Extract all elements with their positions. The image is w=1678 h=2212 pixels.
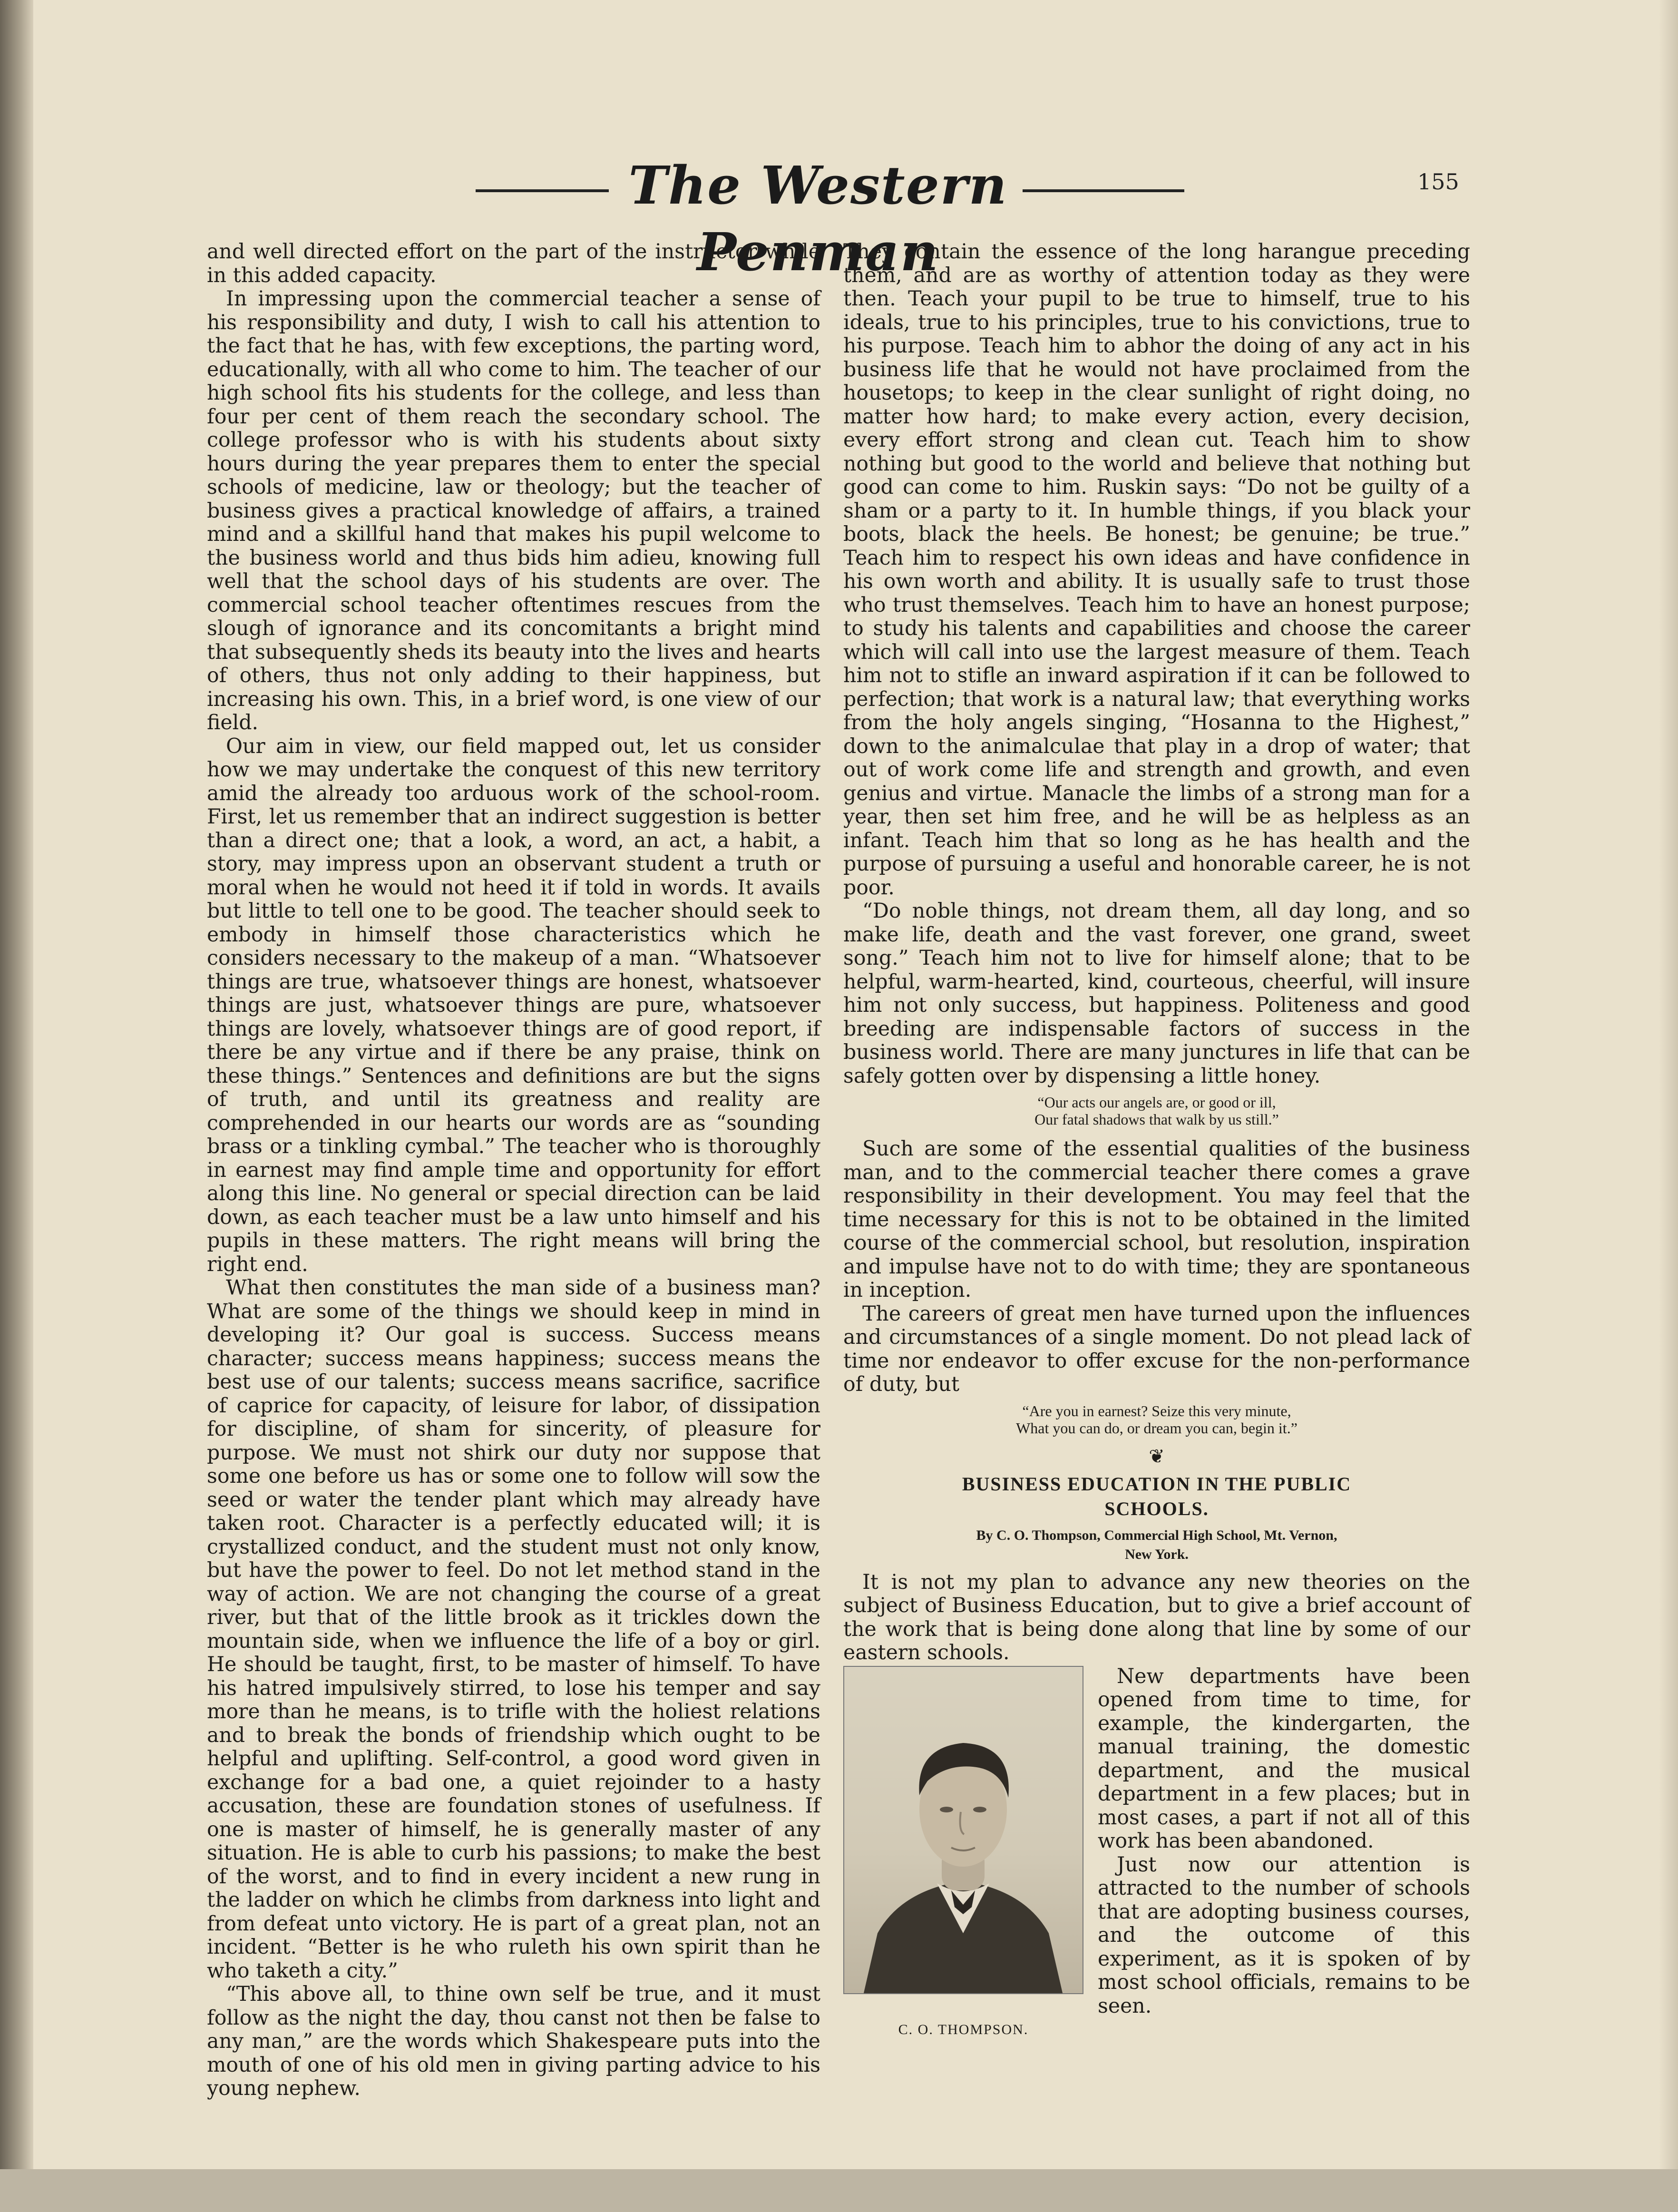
paragraph: In impressing upon the commercial teacher a sense of his responsibility and duty, I wish to call his attention to the fact that he has, with few exceptions, the parting word, educationally, with all who come to him. The teacher of our high school fits his students for the college, and less than four per cent of them reach the secondary school. The college professor who is with his students about sixty hours during the year prepares them to enter the special schools of medicine, law or theology; but the teacher of business gives a practical knowledge of affairs, a trained mind and a skillful hand that makes his pupil welcome to the business world and thus bids him adieu, knowing full well that the school days of his students are over. The commercial school teacher oftentimes rescues from the slough of ignorance and its concomitants a bright mind that subsequently sheds its beauty into the lives and hearts of others, thus not only adding to their happiness, but increasing his own. This, in a brief word, is one view of our field. (207, 287, 820, 734)
page-bottom-edge (0, 2169, 1678, 2212)
header-rule-left (476, 189, 609, 192)
portrait-photo (843, 1666, 1083, 1994)
article-title (843, 1472, 1470, 1521)
verse-line: “Are you in earnest? Seize this very minute, (1022, 1402, 1291, 1419)
page-number: 155 (1417, 169, 1459, 195)
right-column (843, 240, 1470, 2041)
paragraph: The careers of great men have turned upon the influences and circumstances of a single moment. Do not plead lack of time nor endeavor to offer excuse for the non-performance of duty, but (843, 1302, 1470, 1396)
paragraph: Just now our attention is attracted to the number of schools that are adopting business courses, and the outcome of this experiment, as it is spoken of by most school officials, remains to be seen. (1098, 1852, 1470, 2018)
byline-line: By C. O. Thompson, Commercial High School, Mt. Vernon, (976, 1527, 1337, 1543)
article-title-line: BUSINESS EDUCATION IN THE PUBLIC (962, 1473, 1352, 1495)
verse-line: Our fatal shadows that walk by us still.” (1034, 1111, 1279, 1128)
paragraph: “This above all, to thine own self be true, and it must follow as the night the day, thou canst not then be false to any man,” are the words which Shakespeare puts into the mouth of one of his old men in giving parting advice to his young nephew. (207, 1982, 820, 2100)
paragraph: “Do noble things, not dream them, all day long, and so make life, death and the vast forever, one grand, sweet song.” Teach him not to live for himself alone; that to be helpful, warm-hearted, kind, courteous, cheerful, will insure him not only success, but happiness. Politeness and good breeding are indispensable factors of success in the business world. There are many junctures in life that can be safely gotten over by dispensing a little honey. (843, 899, 1470, 1088)
paragraph: Our aim in view, our field mapped out, let us consider how we may undertake the conquest of this new territory amid the already too arduous work of the school-room. First, let us remember that an indirect suggestion is better than a direct one; that a look, a word, an act, a habit, a story, may impress upon an observant student a truth or moral when he would not heed it if told in words. It avails but little to tell one to be good. The teacher should seek to embody in himself those characteristics which he considers necessary to the makeup of a man. “Whatsoever things are true, whatsoever things are honest, whatsoever things are just, whatsoever things are pure, whatsoever things are lovely, whatsoever things are of good report, if there be any virtue and if there be any praise, think on these things.” Sentences and definitions are but the signs of truth, and until its greatness and reality are comprehended in our hearts our words are as “sounding brass or a tinkling cymbal.” The teacher who is thoroughly in earnest may find ample time and opportunity for effort along this line. No general or special direction can be laid down, as each teacher must be a law unto himself and his pupils in these matters. The right means will bring the right end. (207, 734, 820, 1276)
verse-line: “Our acts our angels are, or good or ill, (1037, 1094, 1276, 1111)
leaf-ornament-icon: ❦ (1149, 1445, 1165, 1468)
paragraph: What then constitutes the man side of a business man? What are some of the things we should keep in mind in developing it? Our goal is success. Success means character; success means happiness; success means the best use of our talents; success means sacrifice, sacrifice of caprice for capacity, of leisure for labor, of dissipation for discipline, of sham for sincerity, of pleasure for purpose. We must not shirk our duty nor suppose that some one before us has or some one to follow will sow the seed or water the tender plant which may already have taken root. Character is a perfectly educated will; it is crystallized conduct, and the student must not only know, but have the power to feel. Do not let method stand in the way of action. We are not changing the course of a great river, but that of the little brook as it trickles down the mountain side, when we influence the life of a boy or girl. He should be taught, first, to be master of himself. To have his hatred impulsively stirred, to lose his temper and say more than he means, is to trifle with the holiest relations and to break the bonds of friendship which ought to be helpful and uplifting. Self-control, a good word given in exchange for a bad one, a quiet rejoinder to a hasty accusation, these are foundation stones of usefulness. If one is master of himself, he is generally master of any situation. He is able to curb his passions; to make the best of the worst, and to find in every incident a new rung in the ladder on which he climbs from darkness into light and from defeat unto victory. He is part of a great plan, not an incident. “Better is he who ruleth his own spirit than he who taketh a city.” (207, 1276, 820, 1983)
paragraph: It is not my plan to advance any new theories on the subject of Business Education, but to give a brief account of the work that is being done along that line by some of our eastern schools. (843, 1570, 1470, 1664)
verse-quote (843, 1402, 1470, 1437)
byline-line: New York. (1125, 1546, 1189, 1562)
page-edge (1659, 0, 1678, 2169)
book-spine-shadow (0, 0, 33, 2212)
header-rule-right (1023, 189, 1184, 192)
paragraph: Such are some of the essential qualities of the business man, and to the commercial teacher there comes a grave responsibility in their development. You may feel that the time necessary for this is not to be obtained in the limited course of the commercial school, but resolution, inspiration and impulse have not to do with time; they are spontaneous in inception. (843, 1137, 1470, 1302)
article-title-line: SCHOOLS. (1104, 1498, 1209, 1519)
paragraph: They contain the essence of the long harangue preceding them, and are as worthy of attention today as they were then. Teach your pupil to be true to himself, true to his ideals, true to his principles, true to his convictions, true to his purpose. Teach him to abhor the doing of any act in his business life that he would not have proclaimed from the housetops; to keep in the clear sunlight of right doing, no matter how hard; to make every action, every decision, every effort strong and clean cut. Teach him to show nothing but good to the world and believe that nothing but good can come to him. Ruskin says: “Do not be guilty of a sham or a party to it. In humble things, if you black your boots, black the heels. Be honest; be genuine; be true.” Teach him to respect his own ideas and have confidence in his own worth and ability. It is usually safe to trust those who trust themselves. Teach him to have an honest purpose; to study his talents and capabilities and choose the career which will call into use the largest measure of them. Teach him not to stifle an inward aspiration if it can be followed to perfection; that work is a natural law; that everything works from the holy angels singing, “Hosanna to the Highest,” down to the animalculae that play in a drop of water; that out of work come life and strength and growth, and even genius and virtue. Manacle the limbs of a strong man for a year, then set him free, and he will be as helpless as an infant. Teach him that so long as he has health and the purpose of pursuing a useful and honorable career, he is not poor. (843, 240, 1470, 900)
paragraph: and well directed effort on the part of the instructor while in this added capacity. (207, 240, 820, 287)
verse-line: What you can do, or dream you can, begin it.” (1016, 1419, 1298, 1437)
paragraph: New departments have been opened from time to time, for example, the kindergarten, the manual training, the domestic department, and the musical department in a few places; but in most cases, a part if not all of this work has been abandoned. (1098, 1664, 1470, 1853)
portrait-illustration (844, 1667, 1083, 1994)
verse-quote (843, 1094, 1470, 1128)
masthead-title: The Western Penman (628, 155, 1008, 283)
article-byline (843, 1526, 1470, 1564)
photo-caption: C. O. THOMPSON. (898, 2021, 1029, 2037)
left-column (207, 240, 820, 2101)
portrait-figure (843, 1666, 1083, 2042)
